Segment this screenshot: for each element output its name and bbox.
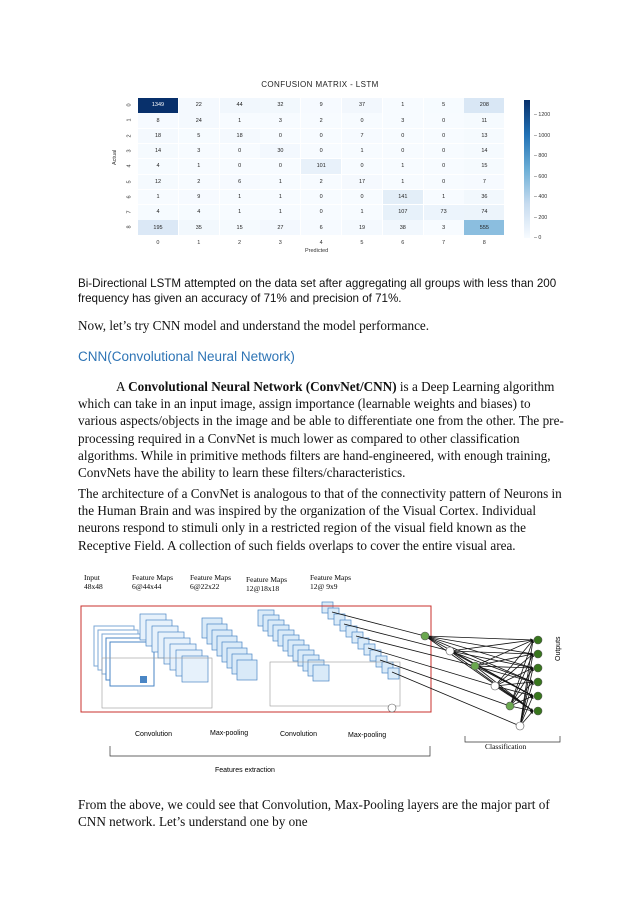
matrix-cell: 74 bbox=[464, 205, 504, 220]
connection-line bbox=[425, 636, 533, 640]
matrix-cell: 1 bbox=[220, 205, 260, 220]
confusion-matrix-grid bbox=[138, 98, 506, 238]
matrix-cell: 14 bbox=[464, 144, 504, 159]
matrix-cell: 0 bbox=[342, 190, 382, 205]
fm3-size: 12@18x18 bbox=[246, 584, 280, 593]
x-tick-label: 6 bbox=[401, 240, 405, 246]
connection-line bbox=[392, 672, 520, 726]
fm4-label: Feature Maps bbox=[310, 573, 352, 582]
matrix-cell: 101 bbox=[301, 159, 341, 174]
x-tick-label: 1 bbox=[197, 240, 201, 246]
x-axis-label: Predicted bbox=[305, 248, 329, 254]
matrix-cell: 15 bbox=[464, 159, 504, 174]
hidden-node bbox=[516, 722, 524, 730]
matrix-cell: 0 bbox=[301, 205, 341, 220]
matrix-cell: 3 bbox=[179, 144, 219, 159]
max-pooling-label-1: Max-pooling bbox=[210, 730, 249, 737]
colorbar-tick: – 1200 bbox=[534, 112, 551, 119]
matrix-cell: 1 bbox=[260, 190, 300, 205]
matrix-cell: 4 bbox=[179, 205, 219, 220]
matrix-cell: 22 bbox=[179, 98, 219, 113]
matrix-cell: 9 bbox=[179, 190, 219, 205]
output-node bbox=[534, 707, 542, 715]
matrix-cell: 2 bbox=[301, 113, 341, 128]
matrix-cell: 0 bbox=[301, 129, 341, 144]
hidden-node bbox=[446, 647, 454, 655]
max-pooling-label-2: Max-pooling bbox=[348, 732, 387, 739]
matrix-cell: 38 bbox=[383, 220, 423, 235]
output-node bbox=[534, 678, 542, 686]
matrix-cell: 4 bbox=[138, 159, 178, 174]
output-node bbox=[534, 650, 542, 658]
colorbar-tick: – 0 bbox=[534, 235, 542, 241]
x-tick-label: 0 bbox=[156, 240, 160, 246]
matrix-cell: 1 bbox=[220, 190, 260, 205]
cnn-term: Convolutional Neural Network (ConvNet/CNN) bbox=[128, 379, 397, 394]
matrix-cell: 0 bbox=[424, 144, 464, 159]
closing-paragraph: From the above, we could see that Convolution, Max-Pooling layers are the major part of CNN network. Let’s understand one by one bbox=[78, 797, 550, 830]
matrix-cell: 5 bbox=[179, 129, 219, 144]
architecture-paragraph: The architecture of a ConvNet is analogous to that of the connectivity pattern of Neurons in the Human Brain and was inspired by the organization of the Visual Cortex. Individual neurons respond to stimuli only in a restricted region of the visual field known as the Receptive Field. A collection of such fields overlaps to cover the entire visual area. bbox=[78, 486, 562, 553]
matrix-cell: 18 bbox=[220, 129, 260, 144]
y-tick-label: 5 bbox=[126, 179, 133, 184]
colorbar-tick: – 1000 bbox=[534, 132, 551, 139]
cnn-architecture-diagram bbox=[80, 566, 565, 781]
pool-region-box-2 bbox=[270, 662, 400, 706]
matrix-cell: 17 bbox=[342, 175, 382, 190]
y-tick-label: 8 bbox=[126, 225, 133, 229]
matrix-cell: 1 bbox=[138, 190, 178, 205]
y-tick-label: 1 bbox=[126, 118, 133, 122]
matrix-cell: 0 bbox=[383, 129, 423, 144]
features-bracket bbox=[110, 746, 430, 756]
matrix-cell: 12 bbox=[138, 175, 178, 190]
matrix-cell: 14 bbox=[138, 144, 178, 159]
matrix-cell: 0 bbox=[342, 159, 382, 174]
fm4-size: 12@ 9x9 bbox=[310, 582, 338, 591]
feature-map bbox=[313, 665, 329, 681]
matrix-cell: 7 bbox=[342, 129, 382, 144]
outputs-label: Outputs bbox=[555, 636, 562, 661]
convolution-label-2: Convolution bbox=[280, 731, 317, 738]
colorbar-tick: – 200 bbox=[534, 214, 548, 221]
colorbar bbox=[524, 100, 530, 238]
x-tick-label: 8 bbox=[482, 240, 486, 246]
matrix-cell: 15 bbox=[220, 220, 260, 235]
matrix-cell: 2 bbox=[179, 175, 219, 190]
matrix-cell: 11 bbox=[464, 113, 504, 128]
x-tick-label: 3 bbox=[278, 240, 282, 246]
matrix-cell: 1 bbox=[342, 205, 382, 220]
input-label: Input bbox=[84, 573, 100, 582]
fm2-label: Feature Maps bbox=[190, 573, 232, 582]
x-tick-label: 7 bbox=[442, 240, 446, 246]
matrix-cell: 13 bbox=[464, 129, 504, 144]
matrix-cell: 141 bbox=[383, 190, 423, 205]
matrix-cell: 1 bbox=[342, 144, 382, 159]
matrix-cell: 1 bbox=[383, 98, 423, 113]
matrix-cell: 24 bbox=[179, 113, 219, 128]
matrix-cell: 1 bbox=[179, 159, 219, 174]
matrix-cell: 18 bbox=[138, 129, 178, 144]
y-tick-label: 7 bbox=[126, 210, 133, 214]
matrix-cell: 0 bbox=[260, 159, 300, 174]
cnn-definition-paragraph bbox=[78, 378, 566, 481]
matrix-cell: 4 bbox=[138, 205, 178, 220]
matrix-cell: 0 bbox=[301, 144, 341, 159]
matrix-cell: 0 bbox=[301, 190, 341, 205]
fm1-size: 6@44x44 bbox=[132, 582, 162, 591]
matrix-cell: 0 bbox=[342, 113, 382, 128]
matrix-cell: 73 bbox=[424, 205, 464, 220]
hidden-node bbox=[388, 704, 396, 712]
matrix-cell: 6 bbox=[301, 220, 341, 235]
matrix-cell: 1349 bbox=[138, 98, 178, 113]
convolution-label-1: Convolution bbox=[135, 731, 172, 738]
matrix-cell: 3 bbox=[383, 113, 423, 128]
x-tick-label: 5 bbox=[360, 240, 364, 246]
matrix-cell: 27 bbox=[260, 220, 300, 235]
matrix-cell: 8 bbox=[138, 113, 178, 128]
output-node bbox=[534, 664, 542, 672]
matrix-cell: 32 bbox=[260, 98, 300, 113]
y-tick-label: 2 bbox=[126, 134, 133, 138]
feature-map-stacks bbox=[140, 602, 399, 682]
fm2-size: 6@22x22 bbox=[190, 582, 220, 591]
matrix-cell: 0 bbox=[424, 175, 464, 190]
matrix-cell: 6 bbox=[220, 175, 260, 190]
matrix-cell: 3 bbox=[424, 220, 464, 235]
chart-title: CONFUSION MATRIX - LSTM bbox=[261, 80, 379, 89]
matrix-cell: 36 bbox=[464, 190, 504, 205]
y-tick-label: 3 bbox=[126, 149, 133, 153]
y-tick-label: 6 bbox=[126, 195, 133, 199]
output-node bbox=[534, 636, 542, 644]
para1-body: is a Deep Learning algorithm which can take in an input image, assign importance (learnable weights and biases) to various aspects/objects in the image and be able to differentiate one from the other. The pre-processing required in a ConvNet is much lower as compared to other classification algorithms. While in primitive methods filters are hand-engineered, with enough training, ConvNets have the ability to learn these filters/characteristics. bbox=[78, 379, 564, 481]
feature-map bbox=[388, 668, 399, 679]
x-tick-label: 2 bbox=[238, 240, 242, 246]
hidden-node bbox=[421, 632, 429, 640]
matrix-cell: 0 bbox=[260, 129, 300, 144]
chart-caption: Bi-Directional LSTM attempted on the data set after aggregating all groups with less than 200 frequency has given an accuracy of 71% and precision of 71%. bbox=[78, 277, 557, 305]
matrix-cell: 1 bbox=[383, 159, 423, 174]
matrix-cell: 0 bbox=[424, 113, 464, 128]
matrix-cell: 37 bbox=[342, 98, 382, 113]
matrix-cell: 107 bbox=[383, 205, 423, 220]
x-tick-label: 4 bbox=[319, 240, 323, 246]
matrix-cell: 1 bbox=[220, 113, 260, 128]
matrix-cell: 0 bbox=[424, 159, 464, 174]
y-tick-label: 4 bbox=[126, 164, 133, 168]
hidden-node bbox=[491, 682, 499, 690]
matrix-cell: 0 bbox=[220, 144, 260, 159]
colorbar-tick: – 400 bbox=[534, 194, 548, 201]
output-node bbox=[534, 692, 542, 700]
classification-label: Classification bbox=[485, 742, 527, 751]
matrix-cell: 19 bbox=[342, 220, 382, 235]
matrix-cell: 0 bbox=[424, 129, 464, 144]
matrix-cell: 0 bbox=[220, 159, 260, 174]
matrix-cell: 1 bbox=[424, 190, 464, 205]
matrix-cell: 1 bbox=[260, 205, 300, 220]
features-extraction-label: Features extraction bbox=[215, 767, 275, 774]
section-heading: CNN(Convolutional Neural Network) bbox=[78, 349, 295, 364]
matrix-cell: 9 bbox=[301, 98, 341, 113]
matrix-cell: 195 bbox=[138, 220, 178, 235]
hidden-node bbox=[506, 702, 514, 710]
matrix-cell: 2 bbox=[301, 175, 341, 190]
feature-map bbox=[182, 656, 208, 682]
matrix-cell: 5 bbox=[424, 98, 464, 113]
feature-map bbox=[237, 660, 257, 680]
input-size: 48x48 bbox=[84, 582, 103, 591]
matrix-cell: 30 bbox=[260, 144, 300, 159]
y-axis-label: Actual bbox=[112, 149, 118, 165]
colorbar-tick: – 600 bbox=[534, 173, 548, 180]
y-tick-label: 0 bbox=[126, 103, 133, 107]
fm1-label: Feature Maps bbox=[132, 573, 174, 582]
matrix-cell: 3 bbox=[260, 113, 300, 128]
matrix-cell: 7 bbox=[464, 175, 504, 190]
para1-prefix: A bbox=[116, 379, 129, 394]
matrix-cell: 555 bbox=[464, 220, 504, 235]
matrix-cell: 1 bbox=[260, 175, 300, 190]
matrix-cell: 1 bbox=[383, 175, 423, 190]
fm3-label: Feature Maps bbox=[246, 575, 288, 584]
matrix-cell: 0 bbox=[383, 144, 423, 159]
colorbar-tick: – 800 bbox=[534, 153, 548, 160]
matrix-cell: 208 bbox=[464, 98, 504, 113]
matrix-cell: 44 bbox=[220, 98, 260, 113]
hidden-node bbox=[471, 662, 479, 670]
matrix-cell: 35 bbox=[179, 220, 219, 235]
intro-line: Now, let’s try CNN model and understand the model performance. bbox=[78, 318, 430, 333]
